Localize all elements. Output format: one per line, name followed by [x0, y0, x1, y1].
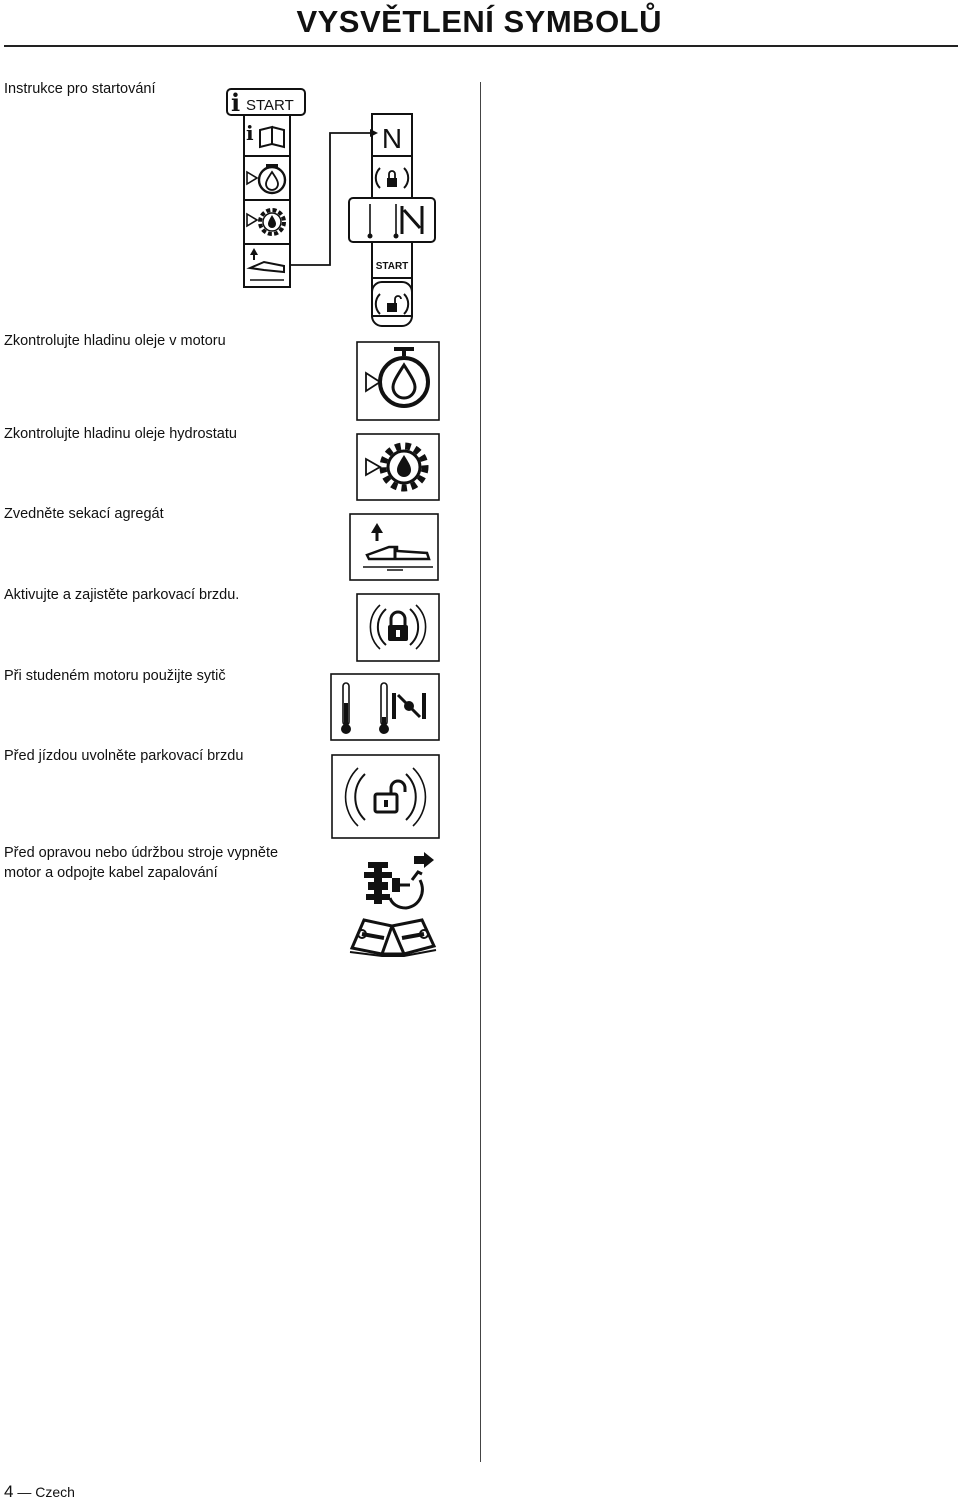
symbol-description-engine-oil: Zkontrolujte hladinu oleje v motoru — [4, 333, 226, 349]
service-manual-icon — [348, 916, 438, 956]
footer-separator: — — [17, 1484, 32, 1500]
footer-language: Czech — [35, 1484, 75, 1500]
panel-neutral-label: N — [381, 123, 403, 154]
panel-start-small-label: START — [375, 261, 409, 272]
symbol-description-choke: Při studeném motoru použijte sytič — [4, 668, 226, 684]
column-divider — [480, 82, 481, 1462]
symbol-description-start: Instrukce pro startování — [4, 81, 156, 97]
page-title: VYSVĚTLENÍ SYMBOLŮ — [296, 4, 662, 39]
symbol-description-maintenance: Před opravou nebo údržbou stroje vypněte motor a odpojte kabel zapalování — [4, 845, 279, 881]
page-number: 4 — [4, 1482, 14, 1501]
symbol-description-raise-cutter: Zvedněte sekací agregát — [4, 506, 164, 522]
symbol-description-parking-brake-release: Před jízdou uvolněte parkovací brzdu — [4, 748, 244, 764]
raise-cutting-unit-icon — [349, 513, 439, 581]
parking-brake-released-icon — [331, 754, 440, 839]
start-instruction-panel-icon — [224, 86, 444, 336]
parking-brake-locked-icon — [356, 593, 440, 662]
panel-start-big-label: START — [246, 97, 294, 114]
title-rule — [4, 45, 958, 47]
svg-text:i: i — [231, 88, 241, 117]
hydrostat-oil-level-icon — [356, 433, 440, 501]
page-footer — [4, 1482, 75, 1502]
symbol-description-parking-brake-lock: Aktivujte a zajistěte parkovací brzdu. — [4, 587, 240, 603]
svg-text:i: i — [246, 121, 254, 145]
symbol-description-hydrostat-oil: Zkontrolujte hladinu oleje hydrostatu — [4, 426, 237, 442]
disconnect-spark-plug-icon — [362, 850, 438, 912]
choke-icon — [330, 673, 440, 741]
engine-oil-level-icon — [356, 341, 440, 421]
